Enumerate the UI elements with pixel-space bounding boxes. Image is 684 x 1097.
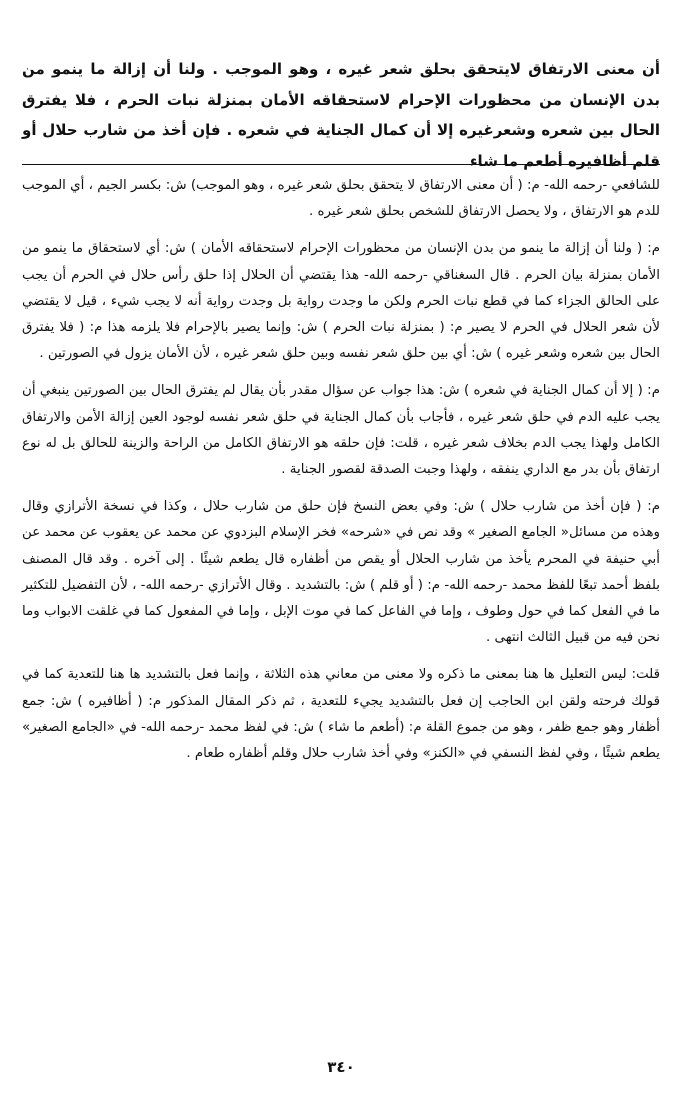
section-divider bbox=[22, 164, 660, 165]
page-number: ٣٤٠ bbox=[327, 1058, 355, 1076]
commentary-paragraph: قلت: ليس التعليل ها هنا بمعنى ما ذكره ولا معنى من معاني هذه الثلاثة ، وإنما فعل بالتشديد ها هنا للتعدية كما في قولك فرحته ولقن ابن الحاجب إن فعل بالتشديد يجيء للتعدية ، ثم ذكر المقال المذكور م: ( أظافيره ) ش: جمع أظفار وهو جمع ظفر ، وهو من جموع القلة م: (أطعم ما شاء ) ش: في لفظ محمد -رحمه الله- في «الجامع الصغير» يطعم شيئًا ، وفي لفظ النسفي في «الكنز» وفي أخذ شارب حلال وقلم أظفاره طعام . bbox=[22, 667, 660, 762]
commentary-paragraph: م: ( ولنا أن إزالة ما ينمو من بدن الإنسان من محظورات الإحرام لاستحقاقه الأمان ) ش: أي لاستحقاق ما ينمو من الأمان بمنزلة بيان الحرم . قال السغناقي -رحمه الله- هذا يقتضي أن الحلال إذا حلق رأس حلال في الحرم أن يجب على الحالق الجزاء كما في قطع نبات الحرم ولكن ما وجدت رواية بل وجدت رواية أنه لا يجب شيء ، قيل لا يقتضي لأن شعر الحلال في الحرم لا يصير م: ( بمنزلة نبات الحرم ) ش: وإنما يصير بالإحرام فلا يلزمه هذا م: ( فلا يفترق الحال بين شعره وشعر غيره ) ش: أي بين حلق شعر نفسه وبين حلق شعر غيره ، لأن الأمان يزول في الصورتين . bbox=[22, 241, 660, 362]
commentary-block bbox=[22, 173, 660, 778]
main-text-block: أن معنى الارتفاق لايتحقق بحلق شعر غيره ، وهو الموجب . ولنا أن إزالة ما ينمو من بدن الإنسان من محظورات الإحرام لاستحقاقه الأمان بمنزلة نبات الحرم ، فلا يفترق الحال بين شعره وشعرغيره إلا أن كمال الجناية في شعره . فإن أخذ من شارب حلال أو قلم أظافيره أطعم ما شاء bbox=[22, 60, 660, 170]
commentary-paragraph: م: ( فإن أخذ من شارب حلال ) ش: وفي بعض النسخ فإن حلق من شارب حلال ، وكذا في نسخة الأترازي وقال وهذه من مسائل« الجامع الصغير » وقد نص في «شرحه» فخر الإسلام البزدوي عن محمد عن يعقوب عن محمد عن أبي حنيفة في المحرم يأخذ من شارب الحلال أو يقص من أظفاره قال يطعم شيئًا . إلى آخره . وقد قال المصنف بلفظ أحمد تبعًا للفظ محمد -رحمه الله- م: ( أو قلم ) ش: بالتشديد . وقال الأترازي -رحمه الله- ، لأن التفضيل للتكثير ما في الفعل كما في حول وطوف ، وإما في الفاعل كما في موت الإبل ، وإما في المفعول كما في غلقت الابواب وما نحن فيه من قبيل الثالث انتهى . bbox=[22, 499, 660, 646]
commentary-paragraph: للشافعي -رحمه الله- م: ( أن معنى الارتفاق لا يتحقق بحلق شعر غيره ، وهو الموجب) ش: بكسر الجيم ، أي الموجب للدم هو الارتفاق ، ولا يحصل الارتفاق للشخص بحلق شعر غيره . bbox=[22, 178, 660, 220]
book-page bbox=[22, 0, 660, 1097]
commentary-paragraph: م: ( إلا أن كمال الجناية في شعره ) ش: هذا جواب عن سؤال مقدر بأن يقال لم يفترق الحال بين الصورتين ينبغي أن يجب عليه الدم في حلق شعر غيره ، فأجاب بأن كمال الجناية في حلق شعر نفسه لوجود العين إزالة الأمن والارتفاق الكامل ولهذا يجب الدم بخلاف شعر غيره ، قلت: فإن حلقه هو الارتفاق الكامل من الراحة والزينة للحالق بل له نوع ارتفاق بأن بدر مع الداري ينفقه ، ولهذا وجبت الصدقة لقصور الجناية . bbox=[22, 383, 660, 478]
